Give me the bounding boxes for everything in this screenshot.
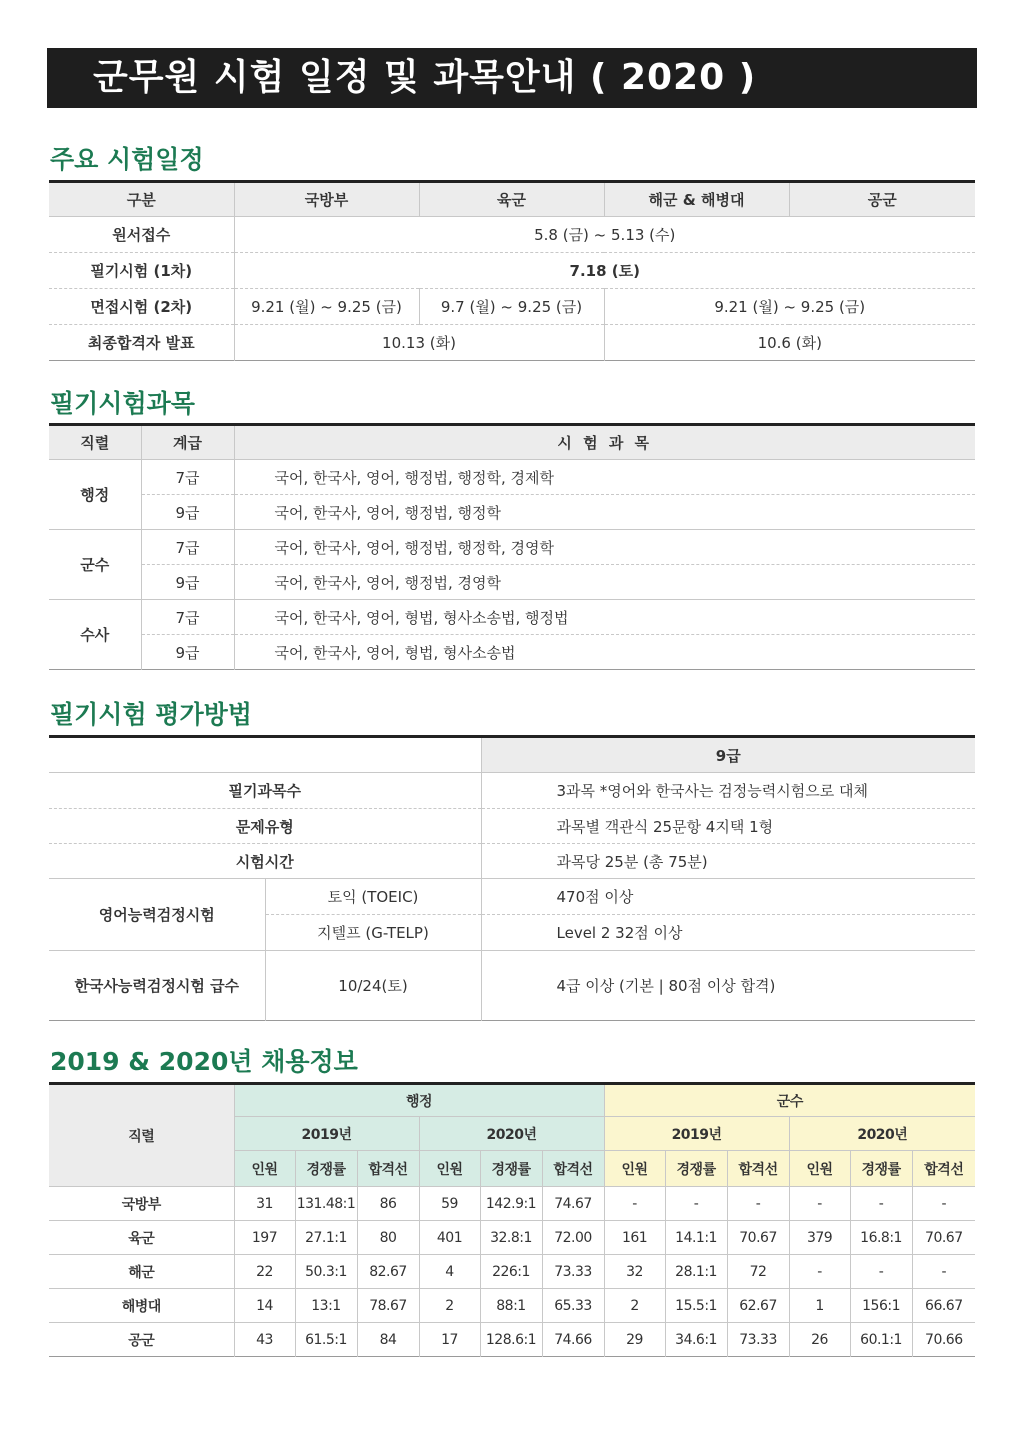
sub-header: 합격선 — [542, 1151, 604, 1187]
sub-header: 경쟁률 — [295, 1151, 357, 1187]
cell: 65.33 — [542, 1289, 604, 1323]
subjects-cell: 국어, 한국사, 영어, 형법, 형사소송법, 행정법 — [234, 600, 975, 635]
grade-cell: 9급 — [141, 565, 234, 600]
row-label: 원서접수 — [49, 217, 234, 253]
cell: 70.66 — [912, 1323, 975, 1357]
cell: 22 — [234, 1255, 295, 1289]
sub-header: 인원 — [604, 1151, 665, 1187]
cell: 470점 이상 — [481, 879, 975, 915]
cell: - — [604, 1187, 665, 1221]
group-header-supply: 군수 — [604, 1084, 975, 1117]
cell: 88:1 — [480, 1289, 542, 1323]
cell: - — [665, 1187, 727, 1221]
cell: - — [850, 1255, 912, 1289]
col-header: 구분 — [49, 182, 234, 217]
cell: 1 — [789, 1289, 850, 1323]
cell: - — [727, 1187, 789, 1221]
cell: 60.1:1 — [850, 1323, 912, 1357]
table-row — [49, 565, 975, 600]
row-label: 필기과목수 — [49, 773, 481, 809]
cell: 31 — [234, 1187, 295, 1221]
schedule-header-row — [49, 182, 975, 217]
cell: 14 — [234, 1289, 295, 1323]
sub-header: 경쟁률 — [850, 1151, 912, 1187]
cell: 토익 (TOEIC) — [265, 879, 481, 915]
cell: 4급 이상 (기본 | 80점 이상 합격) — [481, 951, 975, 1021]
cell: 10/24(토) — [265, 951, 481, 1021]
sub-header: 경쟁률 — [480, 1151, 542, 1187]
table-row — [49, 600, 975, 635]
table-row — [49, 635, 975, 670]
group-header-admin: 행정 — [234, 1084, 604, 1117]
cell: 74.67 — [542, 1187, 604, 1221]
subjects-cell: 국어, 한국사, 영어, 행정법, 행정학, 경제학 — [234, 460, 975, 495]
cell: 28.1:1 — [665, 1255, 727, 1289]
cell: 70.67 — [727, 1221, 789, 1255]
cell: 73.33 — [542, 1255, 604, 1289]
table-row — [49, 773, 975, 809]
cell: 131.48:1 — [295, 1187, 357, 1221]
cell: - — [850, 1187, 912, 1221]
schedule-heading: 주요 시험일정 — [50, 145, 204, 174]
recruit-heading: 2019 & 2020년 채용정보 — [50, 1047, 358, 1076]
row-label: 공군 — [49, 1323, 234, 1357]
cell: 226:1 — [480, 1255, 542, 1289]
row-label: 해군 — [49, 1255, 234, 1289]
row-label: 영어능력검정시험 — [49, 879, 265, 951]
cell: 10.13 (화) — [234, 325, 604, 361]
cell: 142.9:1 — [480, 1187, 542, 1221]
sub-header: 합격선 — [727, 1151, 789, 1187]
row-label: 해병대 — [49, 1289, 234, 1323]
recruit-header-row-1 — [49, 1084, 975, 1117]
title-banner — [47, 48, 977, 108]
cell: 32.8:1 — [480, 1221, 542, 1255]
sub-header: 인원 — [234, 1151, 295, 1187]
track-name: 군수 — [49, 530, 141, 600]
blank-header — [49, 737, 481, 773]
cell: 10.6 (화) — [604, 325, 975, 361]
row-label: 한국사능력검정시험 급수 — [49, 951, 265, 1021]
cell: - — [789, 1187, 850, 1221]
evaluation-table — [49, 735, 975, 1021]
cell: 과목별 객관식 25문항 4지택 1형 — [481, 809, 975, 844]
subjects-cell: 국어, 한국사, 영어, 형법, 형사소송법 — [234, 635, 975, 670]
cell: 156:1 — [850, 1289, 912, 1323]
cell: - — [912, 1187, 975, 1221]
col-header: 육군 — [419, 182, 604, 217]
subjects-header-row — [49, 425, 975, 460]
grade-cell: 9급 — [141, 495, 234, 530]
cell: 7.18 (토) — [234, 253, 975, 289]
table-row — [49, 951, 975, 1021]
table-row — [49, 1289, 975, 1323]
subjects-heading: 필기시험과목 — [50, 389, 195, 418]
col-header: 시 험 과 목 — [234, 425, 975, 460]
cell: 15.5:1 — [665, 1289, 727, 1323]
cell: 27.1:1 — [295, 1221, 357, 1255]
cell: 86 — [357, 1187, 419, 1221]
table-row — [49, 1221, 975, 1255]
track-name: 행정 — [49, 460, 141, 530]
cell: 지텔프 (G-TELP) — [265, 915, 481, 951]
table-row — [49, 289, 975, 325]
year-header: 2020년 — [419, 1117, 604, 1151]
cell: 59 — [419, 1187, 480, 1221]
grade-cell: 9급 — [141, 635, 234, 670]
cell: 62.67 — [727, 1289, 789, 1323]
cell: 161 — [604, 1221, 665, 1255]
grade-cell: 7급 — [141, 530, 234, 565]
row-label: 국방부 — [49, 1187, 234, 1221]
cell: 과목당 25분 (총 75분) — [481, 844, 975, 879]
cell: 9.21 (월) ~ 9.25 (금) — [604, 289, 975, 325]
cell: 401 — [419, 1221, 480, 1255]
cell: 78.67 — [357, 1289, 419, 1323]
table-row — [49, 530, 975, 565]
sub-header: 경쟁률 — [665, 1151, 727, 1187]
recruit-table — [49, 1082, 975, 1357]
sub-header: 인원 — [419, 1151, 480, 1187]
track-name: 수사 — [49, 600, 141, 670]
sub-header: 합격선 — [912, 1151, 975, 1187]
subjects-table — [49, 423, 975, 670]
cell: 72.00 — [542, 1221, 604, 1255]
cell: 379 — [789, 1221, 850, 1255]
year-header: 2019년 — [604, 1117, 789, 1151]
cell: Level 2 32점 이상 — [481, 915, 975, 951]
cell: 2 — [419, 1289, 480, 1323]
cell: 5.8 (금) ~ 5.13 (수) — [234, 217, 975, 253]
cell: 128.6:1 — [480, 1323, 542, 1357]
col-header: 공군 — [789, 182, 975, 217]
table-row — [49, 844, 975, 879]
table-row — [49, 1255, 975, 1289]
cell: 29 — [604, 1323, 665, 1357]
table-row — [49, 495, 975, 530]
table-row — [49, 217, 975, 253]
cell: 61.5:1 — [295, 1323, 357, 1357]
table-row — [49, 809, 975, 844]
cell: 9.21 (월) ~ 9.25 (금) — [234, 289, 419, 325]
cell: 3과목 *영어와 한국사는 검정능력시험으로 대체 — [481, 773, 975, 809]
cell: 50.3:1 — [295, 1255, 357, 1289]
cell: 2 — [604, 1289, 665, 1323]
cell: 26 — [789, 1323, 850, 1357]
cell: 82.67 — [357, 1255, 419, 1289]
cell: 34.6:1 — [665, 1323, 727, 1357]
cell: 4 — [419, 1255, 480, 1289]
cell: 43 — [234, 1323, 295, 1357]
col-header: 9급 — [481, 737, 975, 773]
evaluation-heading: 필기시험 평가방법 — [50, 700, 252, 729]
table-row — [49, 325, 975, 361]
row-label: 면접시험 (2차) — [49, 289, 234, 325]
row-label: 최종합격자 발표 — [49, 325, 234, 361]
table-row — [49, 1187, 975, 1221]
table-row — [49, 253, 975, 289]
row-label: 시험시간 — [49, 844, 481, 879]
cell: 73.33 — [727, 1323, 789, 1357]
row-header: 직렬 — [49, 1084, 234, 1187]
year-header: 2020년 — [789, 1117, 975, 1151]
year-header: 2019년 — [234, 1117, 419, 1151]
cell: 72 — [727, 1255, 789, 1289]
cell: - — [912, 1255, 975, 1289]
row-label: 필기시험 (1차) — [49, 253, 234, 289]
col-header: 직렬 — [49, 425, 141, 460]
row-label: 육군 — [49, 1221, 234, 1255]
grade-cell: 7급 — [141, 600, 234, 635]
page-title: 군무원 시험 일정 및 과목안내 ( 2020 ) — [93, 57, 757, 98]
sub-header: 인원 — [789, 1151, 850, 1187]
cell: 16.8:1 — [850, 1221, 912, 1255]
cell: 17 — [419, 1323, 480, 1357]
sub-header: 합격선 — [357, 1151, 419, 1187]
cell: 14.1:1 — [665, 1221, 727, 1255]
cell: 80 — [357, 1221, 419, 1255]
evaluation-header-row — [49, 737, 975, 773]
subjects-cell: 국어, 한국사, 영어, 행정법, 행정학, 경영학 — [234, 530, 975, 565]
cell: - — [789, 1255, 850, 1289]
cell: 32 — [604, 1255, 665, 1289]
col-header: 해군 & 해병대 — [604, 182, 789, 217]
grade-cell: 7급 — [141, 460, 234, 495]
cell: 70.67 — [912, 1221, 975, 1255]
table-row — [49, 879, 975, 915]
cell: 66.67 — [912, 1289, 975, 1323]
col-header: 계급 — [141, 425, 234, 460]
schedule-table — [49, 180, 975, 361]
subjects-cell: 국어, 한국사, 영어, 행정법, 경영학 — [234, 565, 975, 600]
cell: 74.66 — [542, 1323, 604, 1357]
table-row — [49, 1323, 975, 1357]
table-row — [49, 460, 975, 495]
row-label: 문제유형 — [49, 809, 481, 844]
cell: 13:1 — [295, 1289, 357, 1323]
cell: 84 — [357, 1323, 419, 1357]
col-header: 국방부 — [234, 182, 419, 217]
cell: 197 — [234, 1221, 295, 1255]
subjects-cell: 국어, 한국사, 영어, 행정법, 행정학 — [234, 495, 975, 530]
cell: 9.7 (월) ~ 9.25 (금) — [419, 289, 604, 325]
